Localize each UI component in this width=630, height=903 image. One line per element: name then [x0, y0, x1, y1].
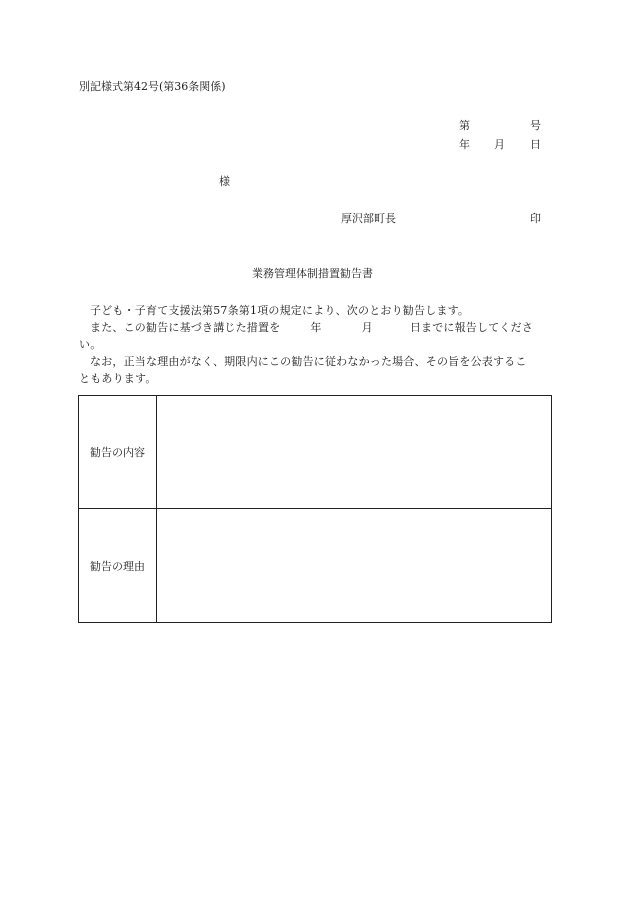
- body-line-3a: なお，正当な理由がなく、期限内にこの勧告に従わなかった場合、その旨を公表するこ: [90, 355, 527, 368]
- body-line-2c: い。: [79, 338, 102, 351]
- date-year: 年: [459, 138, 470, 151]
- row-label-reason: 勧告の理由: [79, 509, 157, 622]
- date-day: 日: [530, 138, 541, 151]
- reference-dai: 第: [459, 119, 470, 132]
- row-value-reason[interactable]: [157, 509, 551, 622]
- row-label-content: 勧告の内容: [79, 396, 157, 508]
- body-line-2: [79, 319, 553, 336]
- body-line-1: 子ども・子育て支援法第57条第1項の規定により、次のとおり勧告します。: [90, 304, 470, 317]
- reference-go: 号: [530, 119, 541, 132]
- body-line-2b: 日までに報告してくださ: [409, 321, 534, 334]
- sender-title: 厚沢部町長: [341, 212, 396, 225]
- table-row: [79, 509, 551, 622]
- document-title: 業務管理体制措置勧告書: [252, 267, 373, 280]
- body-line-2a: また、この勧告に基づき講じた措置を: [90, 321, 281, 334]
- form-number: 別記様式第42号(第36条関係): [79, 80, 226, 93]
- seal-mark: 印: [530, 212, 541, 225]
- body-line-2-year: 年: [310, 321, 322, 334]
- body-line-3b: ともあります。: [79, 372, 157, 385]
- recommendation-table: [78, 395, 552, 623]
- date-month: 月: [494, 138, 505, 151]
- body-line-2-month: 月: [361, 321, 373, 334]
- addressee-sama: 様: [219, 175, 230, 188]
- table-row: [79, 396, 551, 509]
- body-text: [79, 302, 553, 387]
- row-value-content[interactable]: [157, 396, 551, 508]
